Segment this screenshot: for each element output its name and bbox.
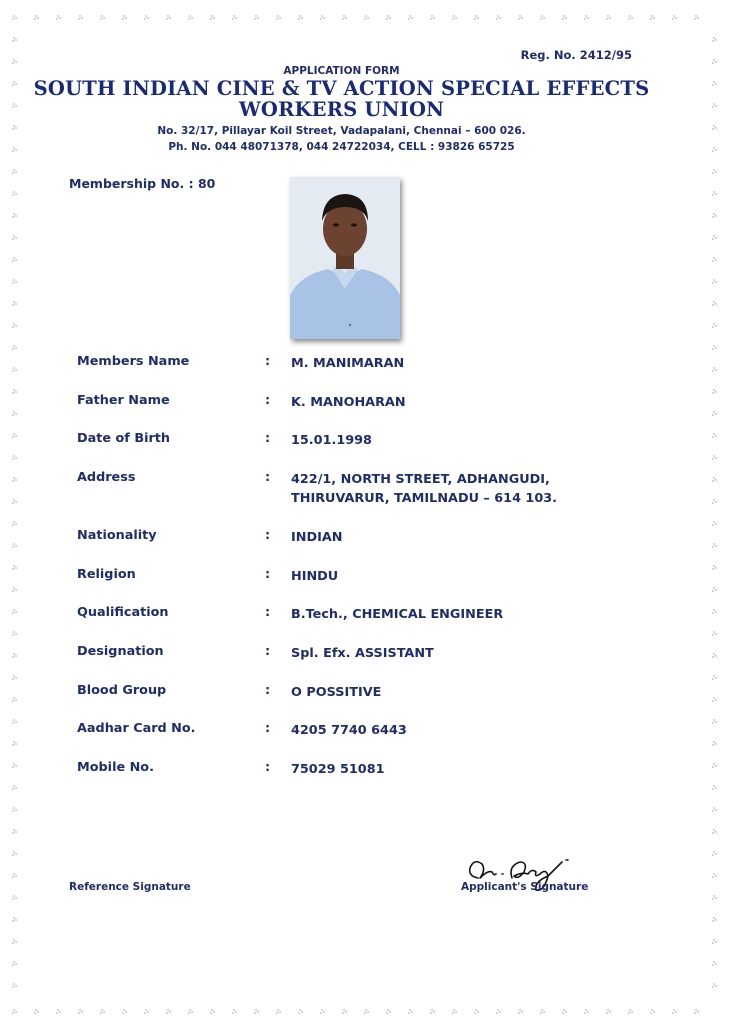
member-photo (290, 177, 400, 339)
field-value (291, 528, 342, 547)
border-ornament (712, 301, 717, 306)
border-ornament (712, 653, 717, 658)
border-ornament (712, 81, 717, 86)
border-ornament (712, 785, 717, 790)
border-ornament (694, 1009, 699, 1014)
field-label: Date of Birth (77, 431, 171, 446)
border-ornament (712, 565, 717, 570)
border-ornament (712, 763, 717, 768)
membership-number: Membership No. : 80 (69, 176, 216, 191)
field-value-line: 4205 7740 6443 (291, 723, 407, 738)
border-ornament (12, 565, 17, 570)
border-ornament (12, 983, 17, 988)
union-name-line-2: WORKERS UNION (238, 98, 445, 121)
border-ornament (232, 15, 237, 20)
field-value-line: M. MANIMARAN (291, 356, 405, 371)
border-ornament (408, 15, 413, 20)
border-ornament (12, 477, 17, 482)
field-value (291, 760, 385, 779)
border-ornament (712, 895, 717, 900)
border-ornament (712, 807, 717, 812)
border-ornament (100, 1009, 105, 1014)
border-ornament (12, 367, 17, 372)
border-ornament (12, 411, 17, 416)
field-label: Nationality (77, 528, 157, 543)
border-ornament (12, 741, 17, 746)
border-ornament (650, 1009, 655, 1014)
border-ornament (12, 917, 17, 922)
border-ornament (712, 455, 717, 460)
field-separator: : (265, 721, 271, 736)
border-ornament (712, 257, 717, 262)
border-ornament (712, 37, 717, 42)
border-ornament (12, 807, 17, 812)
field-label: Blood Group (77, 683, 167, 698)
border-ornament (188, 15, 193, 20)
border-ornament (342, 15, 347, 20)
border-ornament (78, 1009, 83, 1014)
border-ornament (12, 301, 17, 306)
border-ornament (12, 235, 17, 240)
border-ornament (562, 1009, 567, 1014)
border-ornament (712, 697, 717, 702)
border-ornament (712, 609, 717, 614)
border-ornament (628, 1009, 633, 1014)
applicant-signature-label: Applicant's Signature (461, 881, 589, 893)
field-separator: : (265, 683, 271, 698)
field-value-line: HINDU (291, 569, 339, 584)
border-ornament (712, 191, 717, 196)
border-ornament (12, 851, 17, 856)
border-ornament (712, 411, 717, 416)
border-ornament (474, 15, 479, 20)
field-value-line: INDIAN (291, 530, 343, 545)
border-ornament (712, 961, 717, 966)
border-ornament (408, 1009, 413, 1014)
border-ornament (386, 1009, 391, 1014)
border-ornament (712, 345, 717, 350)
border-ornament (210, 1009, 215, 1014)
field-separator: : (265, 470, 271, 485)
border-ornament (540, 1009, 545, 1014)
border-ornament (12, 323, 17, 328)
border-ornament (712, 675, 717, 680)
border-ornament (12, 59, 17, 64)
border-ornament (628, 15, 633, 20)
border-ornament (712, 917, 717, 922)
field-value (291, 393, 406, 412)
form-title: APPLICATION FORM (283, 65, 400, 77)
border-ornament (12, 719, 17, 724)
border-ornament (12, 697, 17, 702)
union-phone: Ph. No. 044 48071378, 044 24722034, CELL : 93826 65725 (168, 141, 515, 153)
border-ornament (188, 1009, 193, 1014)
border-ornament (56, 15, 61, 20)
border-ornament (712, 389, 717, 394)
border-ornament (712, 543, 717, 548)
border-ornament (712, 59, 717, 64)
field-label: Father Name (77, 393, 170, 408)
field-value (291, 567, 338, 586)
border-ornament (12, 433, 17, 438)
border-ornament (12, 829, 17, 834)
border-ornament (12, 939, 17, 944)
union-name (0, 78, 683, 120)
border-ornament (100, 15, 105, 20)
border-ornament (540, 15, 545, 20)
field-label: Designation (77, 644, 164, 659)
border-ornament (712, 213, 717, 218)
border-ornament (12, 961, 17, 966)
border-ornament (712, 125, 717, 130)
union-name-line-1: SOUTH INDIAN CINE & TV ACTION SPECIAL EFFECTS (33, 77, 650, 100)
field-label: Address (77, 470, 136, 485)
border-ornament (122, 1009, 127, 1014)
field-separator: : (265, 644, 271, 659)
field-value (291, 644, 434, 663)
border-ornament (12, 389, 17, 394)
border-ornament (712, 477, 717, 482)
border-ornament (12, 763, 17, 768)
border-ornament (34, 1009, 39, 1014)
border-ornament (12, 587, 17, 592)
border-ornament (12, 653, 17, 658)
border-ornament (144, 1009, 149, 1014)
border-ornament (712, 147, 717, 152)
field-label: Members Name (77, 354, 190, 369)
field-label: Religion (77, 567, 136, 582)
border-ornament (712, 873, 717, 878)
border-ornament (452, 15, 457, 20)
border-ornament (712, 279, 717, 284)
border-ornament (12, 455, 17, 460)
border-ornament (56, 1009, 61, 1014)
field-value (291, 605, 503, 624)
border-ornament (672, 15, 677, 20)
field-label: Aadhar Card No. (77, 721, 196, 736)
border-ornament (650, 15, 655, 20)
field-value (291, 470, 557, 508)
field-separator: : (265, 431, 271, 446)
border-ornament (12, 37, 17, 42)
field-value-line: K. MANOHARAN (291, 395, 406, 410)
field-value (291, 721, 407, 740)
border-ornament (386, 15, 391, 20)
border-ornament (712, 741, 717, 746)
border-ornament (712, 939, 717, 944)
border-ornament (364, 1009, 369, 1014)
border-ornament (430, 1009, 435, 1014)
union-address: No. 32/17, Pillayar Koil Street, Vadapalani, Chennai – 600 026. (157, 125, 526, 137)
field-value (291, 354, 404, 373)
border-ornament (694, 15, 699, 20)
border-ornament (12, 213, 17, 218)
border-ornament (12, 895, 17, 900)
border-ornament (12, 191, 17, 196)
border-ornament (606, 1009, 611, 1014)
border-ornament (712, 851, 717, 856)
border-ornament (12, 543, 17, 548)
field-value-line: B.Tech., CHEMICAL ENGINEER (291, 607, 504, 622)
field-value-line: O POSSITIVE (291, 685, 382, 700)
border-ornament (12, 675, 17, 680)
field-label: Mobile No. (77, 760, 154, 775)
border-ornament (712, 169, 717, 174)
field-separator: : (265, 760, 271, 775)
border-ornament (122, 15, 127, 20)
border-ornament (562, 15, 567, 20)
border-ornament (712, 103, 717, 108)
border-ornament (496, 1009, 501, 1014)
field-value (291, 431, 372, 450)
field-separator: : (265, 605, 271, 620)
field-value-line: Spl. Efx. ASSISTANT (291, 646, 434, 661)
field-separator: : (265, 528, 271, 543)
border-ornament (606, 15, 611, 20)
border-ornament (12, 609, 17, 614)
border-ornament (672, 1009, 677, 1014)
border-ornament (12, 521, 17, 526)
border-ornament (276, 1009, 281, 1014)
member-photo-icon (290, 177, 400, 339)
border-ornament (276, 15, 281, 20)
border-ornament (12, 15, 17, 20)
border-ornament (496, 15, 501, 20)
field-value-line: 422/1, NORTH STREET, ADHANGUDI, (291, 472, 550, 487)
border-ornament (364, 15, 369, 20)
field-label: Qualification (77, 605, 169, 620)
border-ornament (584, 15, 589, 20)
border-ornament (12, 257, 17, 262)
field-value-line: 15.01.1998 (291, 433, 372, 448)
border-ornament (712, 433, 717, 438)
border-ornament (712, 235, 717, 240)
border-ornament (12, 631, 17, 636)
border-ornament (12, 345, 17, 350)
border-ornament (298, 1009, 303, 1014)
border-ornament (254, 1009, 259, 1014)
border-ornament (430, 15, 435, 20)
border-ornament (232, 1009, 237, 1014)
border-ornament (712, 521, 717, 526)
border-ornament (320, 1009, 325, 1014)
border-ornament (712, 323, 717, 328)
border-ornament (712, 587, 717, 592)
field-value (291, 683, 381, 702)
border-ornament (518, 1009, 523, 1014)
border-ornament (78, 15, 83, 20)
border-ornament (12, 279, 17, 284)
border-ornament (298, 15, 303, 20)
border-ornament (12, 873, 17, 878)
border-ornament (342, 1009, 347, 1014)
registration-number: Reg. No. 2412/95 (520, 48, 632, 62)
border-ornament (320, 15, 325, 20)
border-ornament (452, 1009, 457, 1014)
border-ornament (518, 15, 523, 20)
field-value-line: 75029 51081 (291, 762, 385, 777)
border-ornament (254, 15, 259, 20)
border-ornament (712, 631, 717, 636)
border-ornament (712, 983, 717, 988)
border-ornament (166, 1009, 171, 1014)
reference-signature-label: Reference Signature (69, 881, 191, 893)
border-ornament (712, 367, 717, 372)
field-separator: : (265, 354, 271, 369)
border-ornament (712, 829, 717, 834)
field-separator: : (265, 393, 271, 408)
border-ornament (144, 15, 149, 20)
border-ornament (12, 499, 17, 504)
border-ornament (210, 15, 215, 20)
border-ornament (166, 15, 171, 20)
border-ornament (12, 169, 17, 174)
border-ornament (712, 719, 717, 724)
border-ornament (12, 785, 17, 790)
border-ornament (712, 499, 717, 504)
border-ornament (12, 1009, 17, 1014)
field-separator: : (265, 567, 271, 582)
border-ornament (584, 1009, 589, 1014)
field-value-line: THIRUVARUR, TAMILNADU – 614 103. (291, 491, 558, 506)
border-ornament (34, 15, 39, 20)
border-ornament (474, 1009, 479, 1014)
